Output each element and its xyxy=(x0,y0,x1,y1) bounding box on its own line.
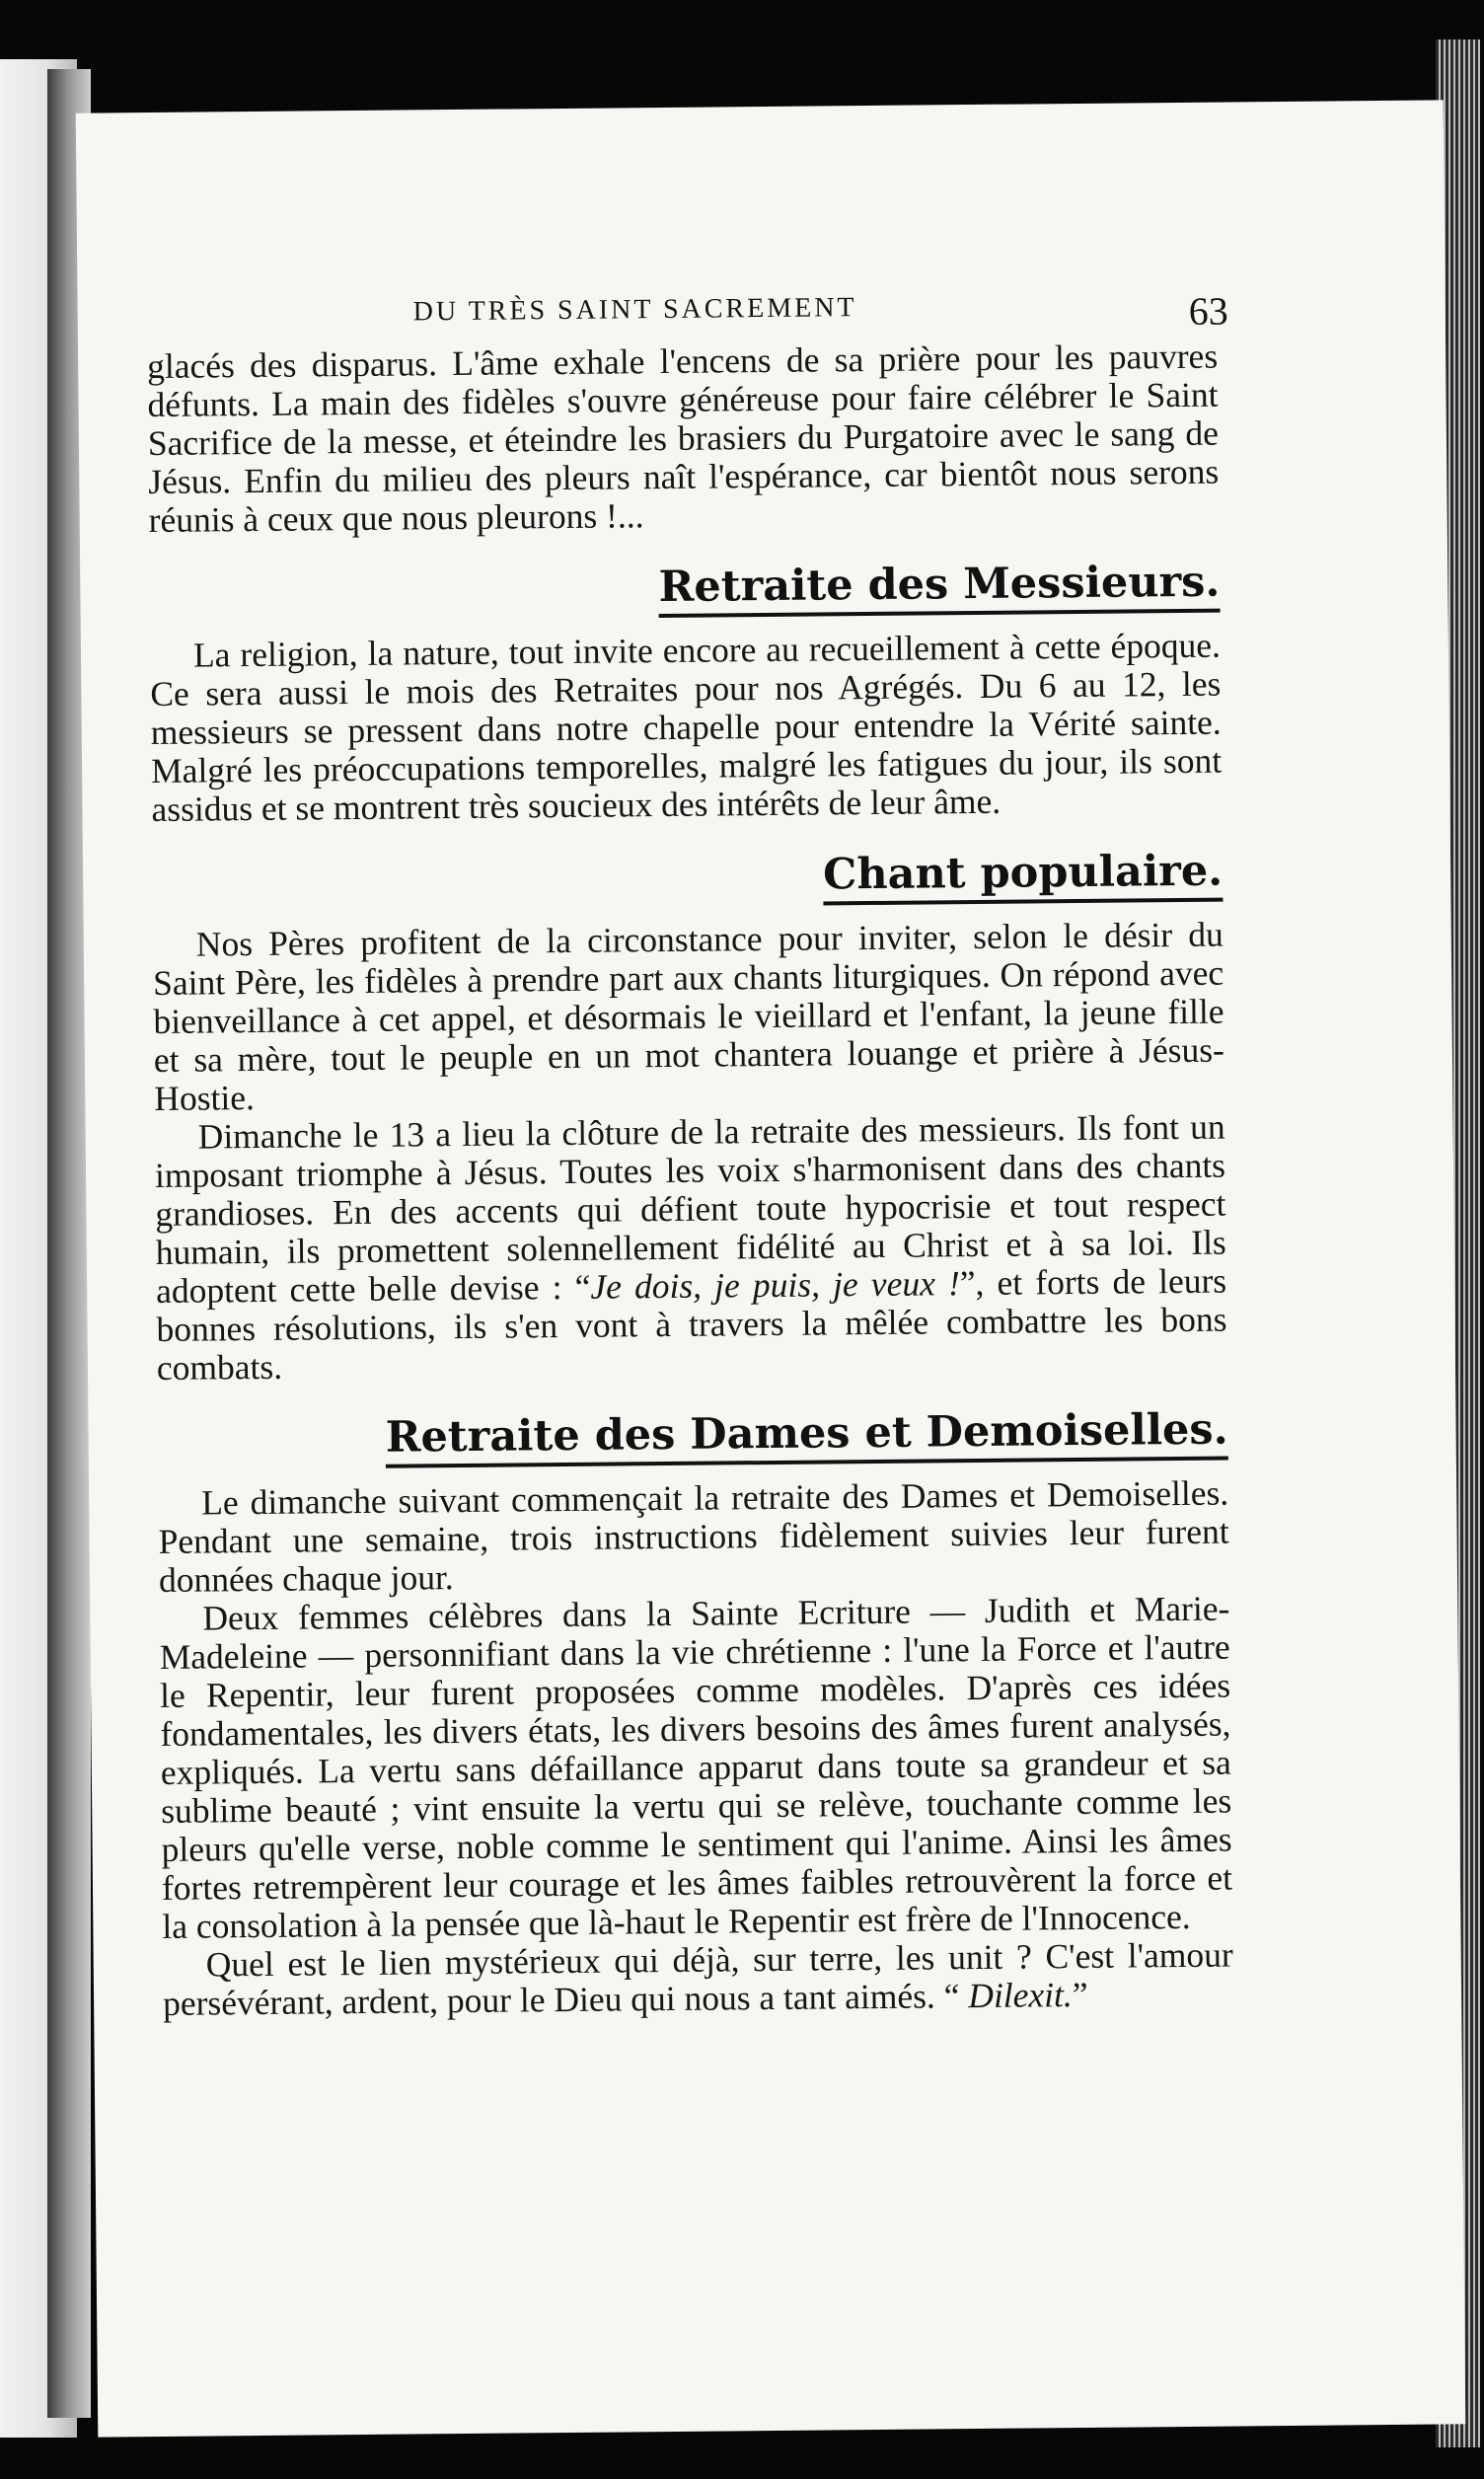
section-paragraph: Le dimanche suivant commençait la retraite des Dames et Demoiselles. Pendant une semaine, trois instructions fidèlement suivies leur furent données chaque jour. xyxy=(158,1472,1229,1600)
paragraph-text: ” xyxy=(1072,1974,1088,2015)
running-head-title: DU TRÈS SAINT SACREMENT xyxy=(412,292,857,328)
book-page xyxy=(76,100,1466,2437)
quote-italic: Dilexit. xyxy=(968,1975,1073,2016)
section-heading-chant-populaire: Chant populaire. xyxy=(823,849,1224,906)
section-heading-wrap xyxy=(149,557,1221,623)
section-heading-retraite-messieurs: Retraite des Messieurs. xyxy=(658,560,1220,618)
running-header xyxy=(412,287,965,332)
section-paragraph: Deux femmes célèbres dans la Sainte Ecriture — Judith et Marie-Madeleine — personnifiant dans la vie chrétienne : l'une la Force et l'autre le Repentir, leur furent proposées comme modèles. D'après ces idées fondamentales, les divers états, les divers besoins des âmes furent analysés, expliqués. La vertu sans défaillance apparut dans toute sa grandeur et sa sublime beauté ; vint ensuite la vertu qui se relève, touchante comme les pleurs qu'elle verse, noble comme le sentiment qui l'anime. Ainsi les âmes fortes retrempèrent leur courage et les âmes faibles retrouvèrent la force et la consolation à la pensée que là-haut le Repentir est frère de l'Innocence. xyxy=(159,1588,1233,1946)
section-heading-wrap xyxy=(152,846,1224,912)
intro-paragraph: glacés des disparus. L'âme exhale l'encens de sa prière pour les pauvres défunts. La main des fidèles s'ouvre généreuse pour faire célébrer le Saint Sacrifice de la messe, et éteindre les brasiers du Purgatoire avec le sang de Jésus. Enfin du milieu des pleurs naît l'espérance, car bientôt nous serons réunis à ceux que nous pleurons !... xyxy=(147,336,1220,541)
paragraph-text: ”, et forts de leurs bonnes résolutions, ils s'en vont à travers la mêlée combattre les bons combats. xyxy=(156,1260,1227,1388)
paragraph-text: Dimanche le 13 a lieu la clôture de la retraite des messieurs. Ils font un imposant triomphe à Jésus. Toutes les voix s'harmonisent dans des chants grandioses. En des accents qui défient toute hypocrisie et tout respect humain, ils promettent solennellement fidélité au Christ et à sa loi. Ils adoptent cette belle devise : “ xyxy=(154,1106,1226,1311)
page-number: 63 xyxy=(1188,288,1228,334)
section-paragraph: La religion, la nature, tout invite encore au recueillement à cette époque. Ce sera aussi le mois des Retraites pour nos Agrégés. Du 6 au 12, les messieurs se pressent dans notre chapelle pour entendre la Vérité sainte. Malgré les préoccupations temporelles, malgré les fatigues du jour, ils sont assidus et se montrent très soucieux des intérêts de leur âme. xyxy=(150,625,1223,830)
section-heading-retraite-dames: Retraite des Dames et Demoiselles. xyxy=(385,1407,1227,1468)
section-heading-wrap xyxy=(157,1404,1228,1470)
section-paragraph xyxy=(163,1936,1234,2023)
motto-italic: Je dois, je puis, je veux ! xyxy=(590,1263,960,1307)
page-body xyxy=(147,338,1233,2023)
section-paragraph: Nos Pères profitent de la circonstance pour inviter, selon le désir du Saint Père, les fidèles à prendre part aux chants liturgiques. On répond avec bienveillance à cet appel, et désormais le vieillard et l'enfant, la jeune fille et sa mère, tout le peuple en un mot chantera louange et prière à Jésus-Hostie. xyxy=(153,914,1225,1118)
section-paragraph xyxy=(155,1108,1228,1388)
paragraph-text: Quel est le lien mystérieux qui déjà, sur terre, les unit ? C'est l'amour persévérant, ardent, pour le Dieu qui nous a tant aimés. “ xyxy=(162,1934,1233,2023)
